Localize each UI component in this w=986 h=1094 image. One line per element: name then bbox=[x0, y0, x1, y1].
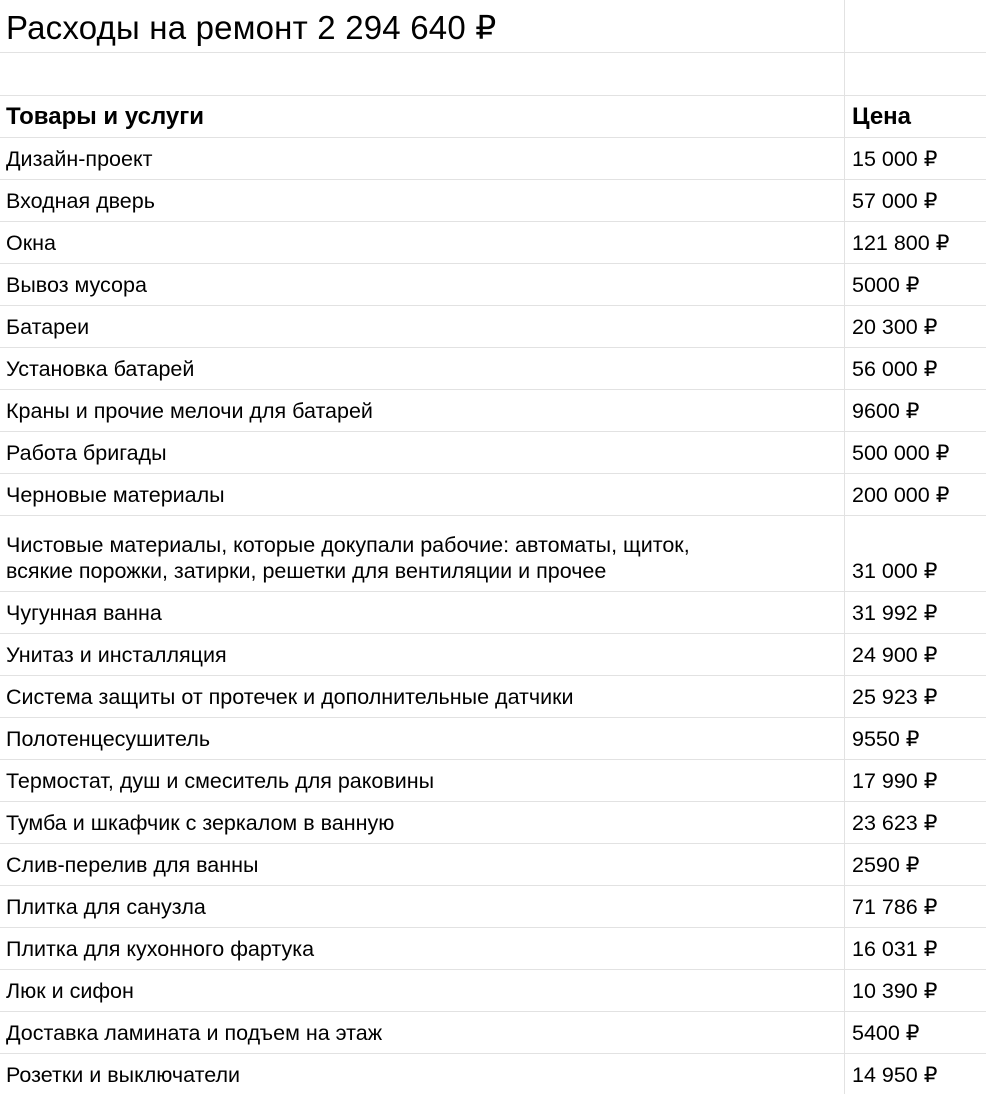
blank-cell[interactable] bbox=[845, 53, 986, 95]
item-name-cell[interactable]: Унитаз и инсталляция bbox=[0, 634, 845, 675]
table-row bbox=[0, 432, 986, 474]
table-row bbox=[0, 180, 986, 222]
table-row bbox=[0, 802, 986, 844]
item-price-cell[interactable]: 14 950 ₽ bbox=[852, 1063, 938, 1087]
item-price-cell[interactable]: 5000 ₽ bbox=[852, 273, 920, 297]
table-row bbox=[0, 592, 986, 634]
item-price-cell[interactable]: 31 000 ₽ bbox=[852, 559, 938, 583]
table-row bbox=[0, 844, 986, 886]
item-price-cell[interactable]: 56 000 ₽ bbox=[852, 357, 938, 381]
item-name-cell[interactable]: Установка батарей bbox=[0, 348, 845, 389]
table-row bbox=[0, 718, 986, 760]
item-name-cell[interactable]: Термостат, душ и смеситель для раковины bbox=[0, 760, 845, 801]
item-price-cell[interactable]: 10 390 ₽ bbox=[852, 979, 938, 1003]
header-name-cell[interactable]: Товары и услуги bbox=[0, 96, 845, 137]
item-price-cell[interactable]: 31 992 ₽ bbox=[852, 601, 938, 625]
title-row bbox=[0, 0, 986, 53]
item-name-cell[interactable]: Чугунная ванна bbox=[0, 592, 845, 633]
item-name-cell[interactable]: Работа бригады bbox=[0, 432, 845, 473]
item-price-cell[interactable]: 57 000 ₽ bbox=[852, 189, 938, 213]
table-row bbox=[0, 348, 986, 390]
table-row bbox=[0, 264, 986, 306]
item-price-cell[interactable]: 500 000 ₽ bbox=[852, 441, 950, 465]
item-name-cell[interactable]: Слив-перелив для ванны bbox=[0, 844, 845, 885]
item-name-cell[interactable]: Плитка для кухонного фартука bbox=[0, 928, 845, 969]
item-name-cell[interactable]: Краны и прочие мелочи для батарей bbox=[0, 390, 845, 431]
table-row bbox=[0, 970, 986, 1012]
item-price-cell[interactable]: 121 800 ₽ bbox=[852, 231, 950, 255]
item-name-cell[interactable]: Дизайн-проект bbox=[0, 138, 845, 179]
item-price-cell[interactable]: 2590 ₽ bbox=[852, 853, 920, 877]
title-empty-cell[interactable] bbox=[845, 0, 986, 52]
item-name-cell[interactable]: Плитка для санузла bbox=[0, 886, 845, 927]
item-price-cell[interactable]: 25 923 ₽ bbox=[852, 685, 938, 709]
item-name-cell[interactable]: Система защиты от протечек и дополнительные датчики bbox=[0, 676, 845, 717]
table-row bbox=[0, 634, 986, 676]
table-row bbox=[0, 390, 986, 432]
item-price-cell[interactable]: 9600 ₽ bbox=[852, 399, 920, 423]
item-name-cell[interactable]: Черновые материалы bbox=[0, 474, 845, 515]
blank-cell[interactable] bbox=[0, 53, 845, 95]
table-row bbox=[0, 886, 986, 928]
table-row bbox=[0, 1054, 986, 1094]
table-row bbox=[0, 474, 986, 516]
table-row bbox=[0, 222, 986, 264]
title-cell[interactable] bbox=[0, 0, 845, 52]
item-price-cell[interactable]: 20 300 ₽ bbox=[852, 315, 938, 339]
table-row bbox=[0, 676, 986, 718]
item-name-cell[interactable]: Батареи bbox=[0, 306, 845, 347]
items-list bbox=[0, 138, 986, 1094]
item-price-cell[interactable]: 200 000 ₽ bbox=[852, 483, 950, 507]
item-name-cell[interactable]: Чистовые материалы, которые докупали рабочие: автоматы, щиток, всякие порожки, затирки, решетки для вентиляции и прочее bbox=[0, 516, 845, 591]
item-name-cell[interactable]: Тумба и шкафчик с зеркалом в ванную bbox=[0, 802, 845, 843]
item-name-cell[interactable]: Доставка ламината и подъем на этаж bbox=[0, 1012, 845, 1053]
header-price-cell[interactable]: Цена bbox=[852, 103, 912, 130]
item-name-cell[interactable]: Розетки и выключатели bbox=[0, 1054, 845, 1094]
blank-row bbox=[0, 53, 986, 96]
sheet-title: Расходы на ремонт 2 294 640 ₽ bbox=[6, 8, 497, 46]
item-name-cell[interactable]: Окна bbox=[0, 222, 845, 263]
item-price-cell[interactable]: 23 623 ₽ bbox=[852, 811, 938, 835]
item-name-cell[interactable]: Полотенцесушитель bbox=[0, 718, 845, 759]
header-row bbox=[0, 96, 986, 138]
item-price-cell[interactable]: 71 786 ₽ bbox=[852, 895, 938, 919]
table-row bbox=[0, 1012, 986, 1054]
table-row bbox=[0, 516, 986, 592]
table-row bbox=[0, 306, 986, 348]
item-price-cell[interactable]: 15 000 ₽ bbox=[852, 147, 938, 171]
item-price-cell[interactable]: 24 900 ₽ bbox=[852, 643, 938, 667]
table-row bbox=[0, 760, 986, 802]
item-price-cell[interactable]: 5400 ₽ bbox=[852, 1021, 920, 1045]
table-row bbox=[0, 138, 986, 180]
item-price-cell[interactable]: 16 031 ₽ bbox=[852, 937, 938, 961]
table-row bbox=[0, 928, 986, 970]
item-name-cell[interactable]: Входная дверь bbox=[0, 180, 845, 221]
item-name-cell[interactable]: Люк и сифон bbox=[0, 970, 845, 1011]
item-name-cell[interactable]: Вывоз мусора bbox=[0, 264, 845, 305]
item-price-cell[interactable]: 9550 ₽ bbox=[852, 727, 920, 751]
item-price-cell[interactable]: 17 990 ₽ bbox=[852, 769, 938, 793]
